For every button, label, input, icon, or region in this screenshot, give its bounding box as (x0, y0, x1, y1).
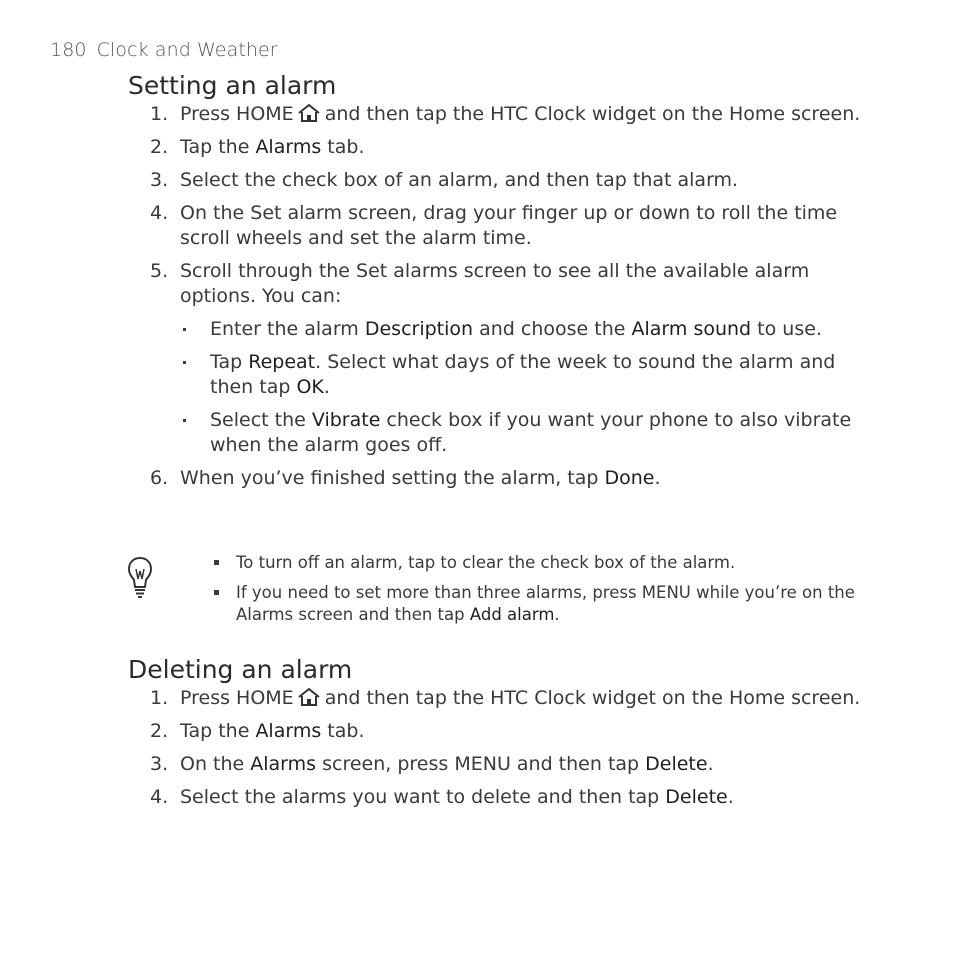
heading-setting-alarm: Setting an alarm (128, 71, 337, 100)
step-5: 5. Scroll through the Set alarms screen to see all the available alarm options. You can: Enter the alarm Description and choose the Alarm sound to use. Tap Repeat. Select what days of the week to sound the alarm and then tap OK. Select the Vibrate check box if you want your phone to also vibrate when the alarm goes off. (150, 259, 870, 458)
tip-item: If you need to set more than three alarms, press MENU while you’re on the Alarms screen and then tap Add alarm. (212, 582, 862, 626)
ui-term: Alarms (255, 136, 322, 158)
page-number: 180 (50, 39, 87, 61)
home-icon (297, 687, 321, 707)
option-item: Tap Repeat. Select what days of the week to sound the alarm and then tap OK. (180, 350, 870, 400)
step-6: 6. When you’ve finished setting the alarm, tap Done. (150, 467, 661, 489)
step-1: 1. Press HOME and then tap the HTC Clock widget on the Home screen. (150, 687, 861, 709)
step-2: 2. Tap the Alarms tab. (150, 720, 365, 742)
option-item: Select the Vibrate check box if you want your phone to also vibrate when the alarm goes off. (180, 408, 870, 458)
heading-deleting-alarm: Deleting an alarm (128, 655, 353, 684)
step-3: 3. Select the check box of an alarm, and then tap that alarm. (150, 169, 739, 191)
option-item: Enter the alarm Description and choose the Alarm sound to use. (180, 317, 870, 342)
step-3: 3. On the Alarms screen, press MENU and then tap Delete. (150, 753, 714, 775)
step-2: 2. Tap the Alarms tab. (150, 136, 365, 158)
lightbulb-icon (126, 555, 154, 599)
tip-list (212, 552, 862, 634)
step-4: 4. Select the alarms you want to delete and then tap Delete. (150, 786, 734, 808)
deleting-steps (150, 686, 870, 818)
step-number: 1. (150, 103, 169, 125)
section-title: Clock and Weather (96, 39, 278, 61)
alarm-options (180, 317, 870, 458)
tip-item: To turn off an alarm, tap to clear the check box of the alarm. (212, 552, 862, 574)
step-1: 1. Press HOME and then tap the HTC Clock widget on the Home screen. (150, 103, 861, 125)
running-header (50, 39, 278, 61)
home-icon (297, 103, 321, 123)
setting-steps (150, 102, 870, 499)
step-4: 4. On the Set alarm screen, drag your finger up or down to roll the time scroll wheels and set the alarm time. (150, 202, 838, 249)
